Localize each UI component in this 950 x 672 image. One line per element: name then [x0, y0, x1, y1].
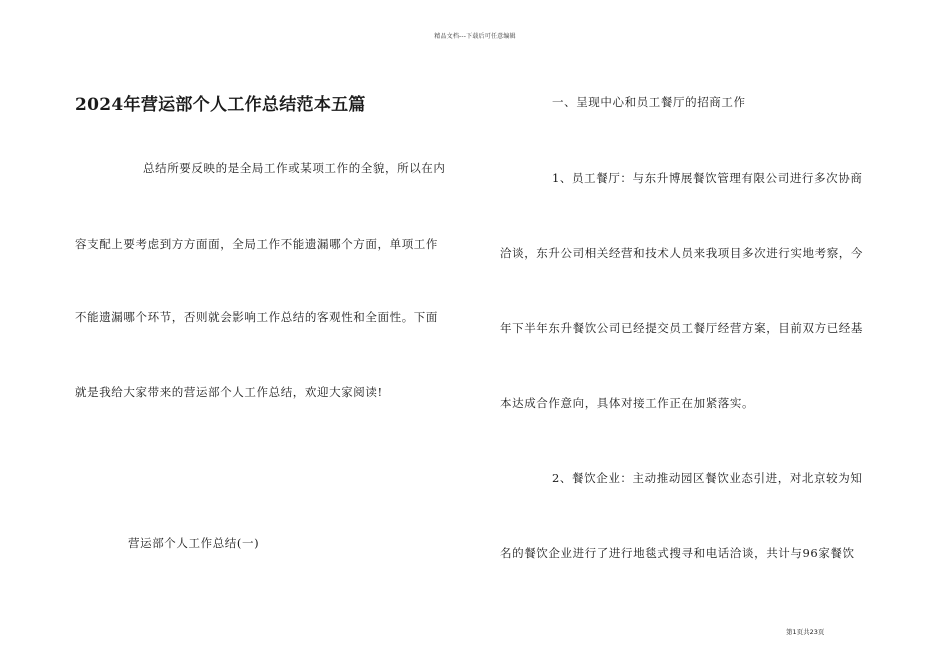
paragraph-line: 不能遗漏哪个环节，否则就会影响工作总结的客观性和全面性。下面: [75, 310, 438, 324]
paragraph-line: 名的餐饮企业进行了进行地毯式搜寻和电话洽谈，共计与96家餐饮: [500, 546, 855, 560]
document-title: 2024年营运部个人工作总结范本五篇: [75, 95, 366, 115]
paragraph-line: 本达成合作意向，具体对接工作正在加紧落实。: [500, 396, 755, 410]
paragraph-line: 年下半年东升餐饮公司已经提交员工餐厅经营方案，目前双方已经基: [500, 321, 863, 335]
paragraph-line: 总结所要反映的是全局工作或某项工作的全貌，所以在内: [143, 161, 446, 175]
paragraph-line: 洽谈，东升公司相关经营和技术人员来我项目多次进行实地考察，今: [500, 246, 863, 260]
header-note: 精品文档---下载后可任意编辑: [434, 33, 516, 40]
section-heading: 营运部个人工作总结(一): [128, 536, 260, 550]
section-heading: 一、呈现中心和员工餐厅的招商工作: [552, 95, 746, 109]
page-indicator: 第1页共23页: [786, 628, 825, 636]
paragraph-line: 1、员工餐厅：与东升博展餐饮管理有限公司进行多次协商: [552, 171, 863, 185]
paragraph-line: 2、餐饮企业：主动推动园区餐饮业态引进，对北京较为知: [552, 471, 863, 485]
paragraph-line: 容支配上要考虑到方方面面，全局工作不能遗漏哪个方面，单项工作: [75, 237, 438, 251]
paragraph-line: 就是我给大家带来的营运部个人工作总结，欢迎大家阅读!: [75, 385, 383, 399]
